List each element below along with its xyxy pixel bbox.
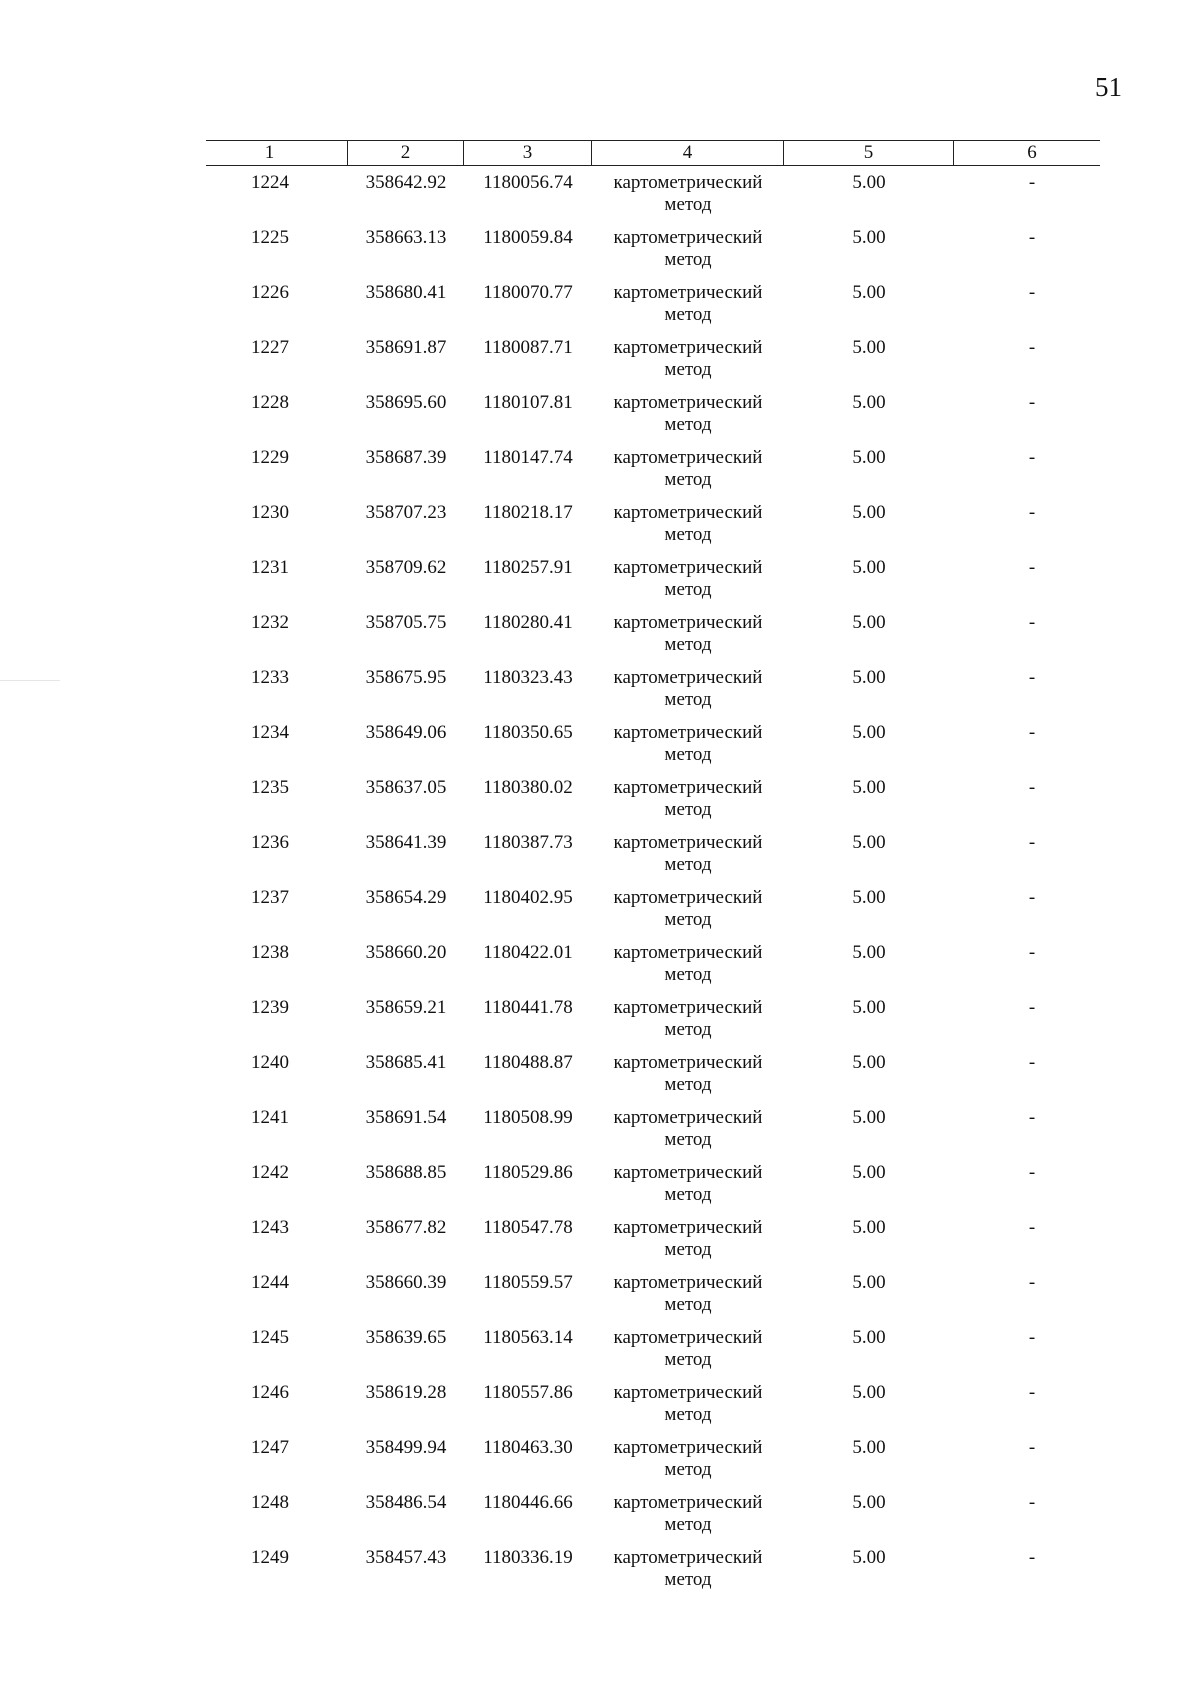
table-row bbox=[206, 1437, 1100, 1492]
note-cell: - bbox=[1028, 1217, 1036, 1238]
accuracy-cell: 5.00 bbox=[852, 447, 886, 468]
method-line-1: картометрический bbox=[613, 227, 763, 248]
x-coordinate-cell: 358695.60 bbox=[365, 392, 447, 413]
method-line-1: картометрический bbox=[613, 612, 763, 633]
note-cell: - bbox=[1028, 282, 1036, 303]
x-coordinate-cell: 358677.82 bbox=[365, 1217, 447, 1238]
y-coordinate-cell: 1180422.01 bbox=[483, 942, 573, 963]
x-coordinate-cell: 358642.92 bbox=[365, 172, 447, 193]
y-coordinate-cell: 1180463.30 bbox=[483, 1437, 573, 1458]
y-coordinate-cell: 1180280.41 bbox=[483, 612, 573, 633]
accuracy-cell: 5.00 bbox=[852, 1437, 886, 1458]
method-line-1: картометрический bbox=[613, 997, 763, 1018]
point-number-cell: 1247 bbox=[251, 1437, 289, 1458]
y-coordinate-cell: 1180059.84 bbox=[483, 227, 573, 248]
method-cell bbox=[592, 172, 784, 227]
x-coordinate-cell: 358641.39 bbox=[365, 832, 447, 853]
accuracy-cell: 5.00 bbox=[852, 227, 886, 248]
method-line-1: картометрический bbox=[613, 887, 763, 908]
note-cell: - bbox=[1028, 832, 1036, 853]
x-coordinate-cell: 358680.41 bbox=[365, 282, 447, 303]
method-cell bbox=[592, 832, 784, 887]
point-number-cell: 1238 bbox=[251, 942, 289, 963]
column-header-3: 3 bbox=[464, 141, 592, 165]
accuracy-cell: 5.00 bbox=[852, 502, 886, 523]
method-line-1: картометрический bbox=[613, 1272, 763, 1293]
table-row bbox=[206, 722, 1100, 777]
accuracy-cell: 5.00 bbox=[852, 1162, 886, 1183]
point-number-cell: 1235 bbox=[251, 777, 289, 798]
table-row bbox=[206, 282, 1100, 337]
method-line-1: картометрический bbox=[613, 447, 763, 468]
accuracy-cell: 5.00 bbox=[852, 777, 886, 798]
x-coordinate-cell: 358659.21 bbox=[365, 997, 447, 1018]
method-line-1: картометрический bbox=[613, 1547, 763, 1568]
point-number-cell: 1249 bbox=[251, 1547, 289, 1568]
table-row bbox=[206, 612, 1100, 667]
method-cell bbox=[592, 1272, 784, 1327]
method-line-2: метод bbox=[664, 744, 712, 765]
method-line-2: метод bbox=[664, 634, 712, 655]
point-number-cell: 1242 bbox=[251, 1162, 289, 1183]
method-cell bbox=[592, 777, 784, 832]
point-number-cell: 1240 bbox=[251, 1052, 289, 1073]
y-coordinate-cell: 1180446.66 bbox=[483, 1492, 573, 1513]
y-coordinate-cell: 1180529.86 bbox=[483, 1162, 573, 1183]
page-number: 51 bbox=[1095, 72, 1122, 102]
note-cell: - bbox=[1028, 1107, 1036, 1128]
column-header-2: 2 bbox=[348, 141, 464, 165]
method-line-2: метод bbox=[664, 304, 712, 325]
method-line-1: картометрический bbox=[613, 282, 763, 303]
table-row bbox=[206, 227, 1100, 282]
method-cell bbox=[592, 1107, 784, 1162]
method-line-2: метод bbox=[664, 1019, 712, 1040]
method-line-2: метод bbox=[664, 689, 712, 710]
note-cell: - bbox=[1028, 1327, 1036, 1348]
point-number-cell: 1228 bbox=[251, 392, 289, 413]
method-line-1: картометрический bbox=[613, 832, 763, 853]
point-number-cell: 1229 bbox=[251, 447, 289, 468]
note-cell: - bbox=[1028, 667, 1036, 688]
method-cell bbox=[592, 227, 784, 282]
note-cell: - bbox=[1028, 1547, 1036, 1568]
method-line-1: картометрический bbox=[613, 1162, 763, 1183]
y-coordinate-cell: 1180387.73 bbox=[483, 832, 573, 853]
accuracy-cell: 5.00 bbox=[852, 1327, 886, 1348]
method-cell bbox=[592, 1052, 784, 1107]
method-line-1: картометрический bbox=[613, 1107, 763, 1128]
method-line-2: метод bbox=[664, 1404, 712, 1425]
x-coordinate-cell: 358639.65 bbox=[365, 1327, 447, 1348]
table-row bbox=[206, 942, 1100, 997]
method-line-2: метод bbox=[664, 1074, 712, 1095]
table-row bbox=[206, 1162, 1100, 1217]
method-line-1: картометрический bbox=[613, 777, 763, 798]
method-cell bbox=[592, 502, 784, 557]
x-coordinate-cell: 358619.28 bbox=[365, 1382, 447, 1403]
point-number-cell: 1237 bbox=[251, 887, 289, 908]
note-cell: - bbox=[1028, 447, 1036, 468]
method-cell bbox=[592, 1327, 784, 1382]
point-number-cell: 1225 bbox=[251, 227, 289, 248]
note-cell: - bbox=[1028, 557, 1036, 578]
method-cell bbox=[592, 557, 784, 612]
y-coordinate-cell: 1180147.74 bbox=[483, 447, 573, 468]
accuracy-cell: 5.00 bbox=[852, 722, 886, 743]
table-row bbox=[206, 172, 1100, 227]
method-line-2: метод bbox=[664, 964, 712, 985]
table-row bbox=[206, 502, 1100, 557]
y-coordinate-cell: 1180257.91 bbox=[483, 557, 573, 578]
column-header-6: 6 bbox=[1027, 142, 1037, 163]
method-line-1: картометрический bbox=[613, 667, 763, 688]
note-cell: - bbox=[1028, 1272, 1036, 1293]
table-row bbox=[206, 392, 1100, 447]
method-cell bbox=[592, 997, 784, 1052]
method-line-1: картометрический bbox=[613, 1382, 763, 1403]
point-number-cell: 1227 bbox=[251, 337, 289, 358]
x-coordinate-cell: 358649.06 bbox=[365, 722, 447, 743]
table-row bbox=[206, 1107, 1100, 1162]
x-coordinate-cell: 358685.41 bbox=[365, 1052, 447, 1073]
table-row bbox=[206, 1492, 1100, 1547]
x-coordinate-cell: 358660.39 bbox=[365, 1272, 447, 1293]
method-line-1: картометрический bbox=[613, 392, 763, 413]
method-line-2: метод bbox=[664, 854, 712, 875]
y-coordinate-cell: 1180559.57 bbox=[483, 1272, 573, 1293]
x-coordinate-cell: 358691.54 bbox=[365, 1107, 447, 1128]
accuracy-cell: 5.00 bbox=[852, 392, 886, 413]
method-line-1: картометрический bbox=[613, 942, 763, 963]
method-line-2: метод bbox=[664, 359, 712, 380]
y-coordinate-cell: 1180070.77 bbox=[483, 282, 573, 303]
method-line-1: картометрический bbox=[613, 1217, 763, 1238]
point-number-cell: 1239 bbox=[251, 997, 289, 1018]
accuracy-cell: 5.00 bbox=[852, 1492, 886, 1513]
method-cell bbox=[592, 337, 784, 392]
note-cell: - bbox=[1028, 887, 1036, 908]
note-cell: - bbox=[1028, 1052, 1036, 1073]
method-line-2: метод bbox=[664, 1569, 712, 1590]
accuracy-cell: 5.00 bbox=[852, 1272, 886, 1293]
note-cell: - bbox=[1028, 997, 1036, 1018]
method-line-1: картометрический bbox=[613, 502, 763, 523]
point-number-cell: 1245 bbox=[251, 1327, 289, 1348]
accuracy-cell: 5.00 bbox=[852, 1107, 886, 1128]
x-coordinate-cell: 358637.05 bbox=[365, 777, 447, 798]
table-row bbox=[206, 887, 1100, 942]
accuracy-cell: 5.00 bbox=[852, 887, 886, 908]
column-header-4: 4 bbox=[592, 141, 784, 165]
column-header-1: 1 bbox=[206, 141, 348, 165]
y-coordinate-cell: 1180087.71 bbox=[483, 337, 573, 358]
method-cell bbox=[592, 447, 784, 502]
x-coordinate-cell: 358675.95 bbox=[365, 667, 447, 688]
y-coordinate-cell: 1180380.02 bbox=[483, 777, 573, 798]
method-cell bbox=[592, 1162, 784, 1217]
y-coordinate-cell: 1180107.81 bbox=[483, 392, 573, 413]
x-coordinate-cell: 358705.75 bbox=[365, 612, 447, 633]
method-cell bbox=[592, 1437, 784, 1492]
note-cell: - bbox=[1028, 777, 1036, 798]
x-coordinate-cell: 358687.39 bbox=[365, 447, 447, 468]
method-line-2: метод bbox=[664, 1184, 712, 1205]
table-row bbox=[206, 832, 1100, 887]
table-row bbox=[206, 997, 1100, 1052]
accuracy-cell: 5.00 bbox=[852, 337, 886, 358]
method-line-2: метод bbox=[664, 1129, 712, 1150]
accuracy-cell: 5.00 bbox=[852, 557, 886, 578]
point-number-cell: 1236 bbox=[251, 832, 289, 853]
y-coordinate-cell: 1180218.17 bbox=[483, 502, 573, 523]
accuracy-cell: 5.00 bbox=[852, 832, 886, 853]
method-cell bbox=[592, 612, 784, 667]
method-line-2: метод bbox=[664, 469, 712, 490]
x-coordinate-cell: 358457.43 bbox=[365, 1547, 447, 1568]
point-number-cell: 1246 bbox=[251, 1382, 289, 1403]
point-number-cell: 1232 bbox=[251, 612, 289, 633]
method-cell bbox=[592, 1382, 784, 1437]
x-coordinate-cell: 358688.85 bbox=[365, 1162, 447, 1183]
y-coordinate-cell: 1180056.74 bbox=[483, 172, 573, 193]
method-line-2: метод bbox=[664, 414, 712, 435]
method-cell bbox=[592, 722, 784, 777]
accuracy-cell: 5.00 bbox=[852, 282, 886, 303]
accuracy-cell: 5.00 bbox=[852, 997, 886, 1018]
x-coordinate-cell: 358691.87 bbox=[365, 337, 447, 358]
note-cell: - bbox=[1028, 1492, 1036, 1513]
method-line-1: картометрический bbox=[613, 557, 763, 578]
method-line-2: метод bbox=[664, 1349, 712, 1370]
method-line-2: метод bbox=[664, 579, 712, 600]
accuracy-cell: 5.00 bbox=[852, 172, 886, 193]
note-cell: - bbox=[1028, 1437, 1036, 1458]
point-number-cell: 1241 bbox=[251, 1107, 289, 1128]
method-cell bbox=[592, 1547, 784, 1602]
note-cell: - bbox=[1028, 227, 1036, 248]
scan-edge-mark bbox=[0, 680, 60, 681]
table-body bbox=[206, 172, 1100, 1602]
method-line-2: метод bbox=[664, 1294, 712, 1315]
y-coordinate-cell: 1180488.87 bbox=[483, 1052, 573, 1073]
method-line-1: картометрический bbox=[613, 172, 763, 193]
accuracy-cell: 5.00 bbox=[852, 612, 886, 633]
method-cell bbox=[592, 282, 784, 337]
y-coordinate-cell: 1180547.78 bbox=[483, 1217, 573, 1238]
table-row bbox=[206, 667, 1100, 722]
method-line-1: картометрический bbox=[613, 1327, 763, 1348]
point-number-cell: 1226 bbox=[251, 282, 289, 303]
accuracy-cell: 5.00 bbox=[852, 1547, 886, 1568]
point-number-cell: 1231 bbox=[251, 557, 289, 578]
method-cell bbox=[592, 887, 784, 942]
column-header-5: 5 bbox=[784, 141, 954, 165]
method-line-2: метод bbox=[664, 1459, 712, 1480]
note-cell: - bbox=[1028, 1382, 1036, 1403]
table-row bbox=[206, 1382, 1100, 1437]
note-cell: - bbox=[1028, 1162, 1036, 1183]
y-coordinate-cell: 1180508.99 bbox=[483, 1107, 573, 1128]
x-coordinate-cell: 358707.23 bbox=[365, 502, 447, 523]
method-line-1: картометрический bbox=[613, 1437, 763, 1458]
table-row bbox=[206, 1327, 1100, 1382]
method-line-1: картометрический bbox=[613, 1492, 763, 1513]
table-row bbox=[206, 1272, 1100, 1327]
table-header bbox=[206, 140, 1100, 166]
point-number-cell: 1233 bbox=[251, 667, 289, 688]
method-line-2: метод bbox=[664, 799, 712, 820]
point-number-cell: 1234 bbox=[251, 722, 289, 743]
table-row bbox=[206, 337, 1100, 392]
note-cell: - bbox=[1028, 502, 1036, 523]
point-number-cell: 1230 bbox=[251, 502, 289, 523]
method-cell bbox=[592, 942, 784, 997]
accuracy-cell: 5.00 bbox=[852, 1217, 886, 1238]
x-coordinate-cell: 358660.20 bbox=[365, 942, 447, 963]
method-cell bbox=[592, 1492, 784, 1547]
table-row bbox=[206, 557, 1100, 612]
point-number-cell: 1244 bbox=[251, 1272, 289, 1293]
y-coordinate-cell: 1180557.86 bbox=[483, 1382, 573, 1403]
method-line-1: картометрический bbox=[613, 1052, 763, 1073]
y-coordinate-cell: 1180441.78 bbox=[483, 997, 573, 1018]
method-line-1: картометрический bbox=[613, 722, 763, 743]
x-coordinate-cell: 358499.94 bbox=[365, 1437, 447, 1458]
table-row bbox=[206, 1052, 1100, 1107]
method-line-2: метод bbox=[664, 909, 712, 930]
point-number-cell: 1248 bbox=[251, 1492, 289, 1513]
x-coordinate-cell: 358709.62 bbox=[365, 557, 447, 578]
method-line-2: метод bbox=[664, 1514, 712, 1535]
method-cell bbox=[592, 392, 784, 447]
note-cell: - bbox=[1028, 337, 1036, 358]
method-line-2: метод bbox=[664, 1239, 712, 1260]
x-coordinate-cell: 358663.13 bbox=[365, 227, 447, 248]
note-cell: - bbox=[1028, 722, 1036, 743]
point-number-cell: 1224 bbox=[251, 172, 289, 193]
table-row bbox=[206, 447, 1100, 502]
method-line-2: метод bbox=[664, 194, 712, 215]
point-number-cell: 1243 bbox=[251, 1217, 289, 1238]
method-cell bbox=[592, 667, 784, 722]
table-row bbox=[206, 777, 1100, 832]
method-line-1: картометрический bbox=[613, 337, 763, 358]
y-coordinate-cell: 1180563.14 bbox=[483, 1327, 573, 1348]
method-cell bbox=[592, 1217, 784, 1272]
note-cell: - bbox=[1028, 942, 1036, 963]
accuracy-cell: 5.00 bbox=[852, 942, 886, 963]
accuracy-cell: 5.00 bbox=[852, 1382, 886, 1403]
accuracy-cell: 5.00 bbox=[852, 667, 886, 688]
y-coordinate-cell: 1180350.65 bbox=[483, 722, 573, 743]
table-row bbox=[206, 1547, 1100, 1602]
table-row bbox=[206, 1217, 1100, 1272]
note-cell: - bbox=[1028, 172, 1036, 193]
method-line-2: метод bbox=[664, 249, 712, 270]
y-coordinate-cell: 1180323.43 bbox=[483, 667, 573, 688]
y-coordinate-cell: 1180402.95 bbox=[483, 887, 573, 908]
y-coordinate-cell: 1180336.19 bbox=[483, 1547, 573, 1568]
note-cell: - bbox=[1028, 392, 1036, 413]
method-line-2: метод bbox=[664, 524, 712, 545]
x-coordinate-cell: 358654.29 bbox=[365, 887, 447, 908]
note-cell: - bbox=[1028, 612, 1036, 633]
x-coordinate-cell: 358486.54 bbox=[365, 1492, 447, 1513]
accuracy-cell: 5.00 bbox=[852, 1052, 886, 1073]
